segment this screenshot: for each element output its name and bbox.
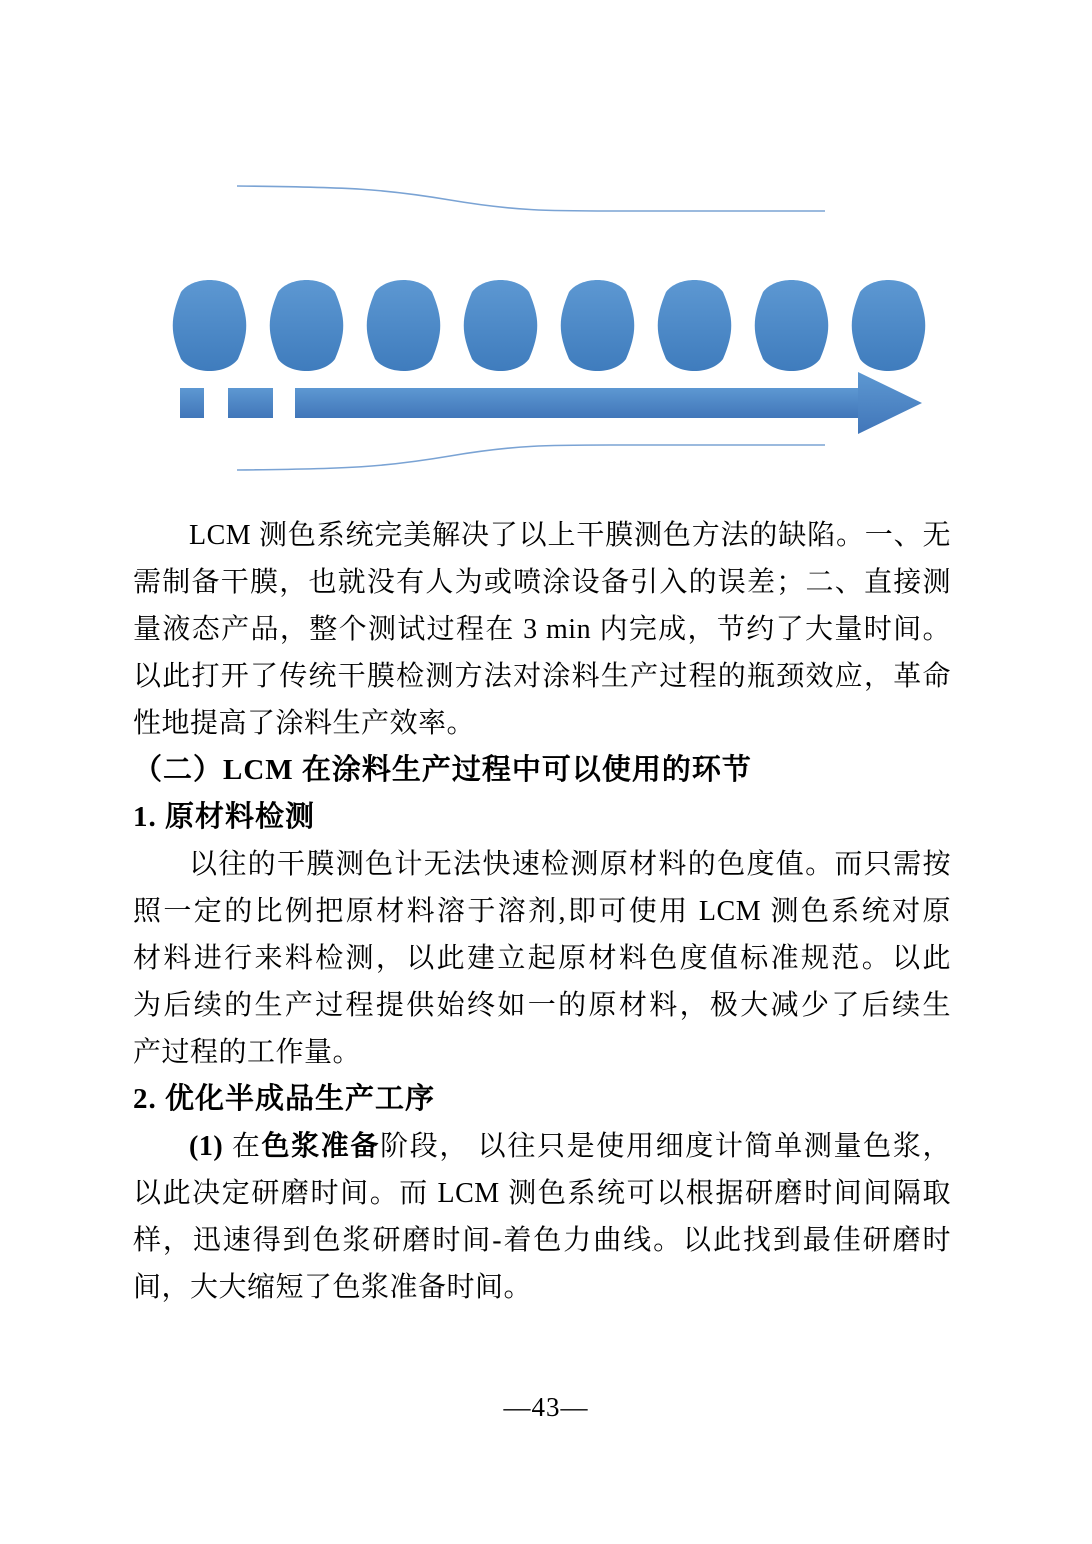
barrel-icon xyxy=(270,280,344,371)
bold-text-segment: (1) xyxy=(189,1131,232,1162)
text-line: 材料进行来料检测，以此建立起原材料色度值标准规范。以此 xyxy=(133,943,951,974)
text-segment: 阶段， 以往只是使用细度计简单测量色浆， xyxy=(380,1131,951,1162)
process-flow-figure xyxy=(130,150,930,495)
section-heading xyxy=(133,794,951,841)
section-heading xyxy=(133,1076,951,1123)
text-line: 以往的干膜测色计无法快速检测原材料的色度值。而只需按 xyxy=(189,849,951,880)
pipe-curve-top-line xyxy=(237,186,825,211)
barrel-icon xyxy=(464,280,538,371)
process-flow-graphic xyxy=(130,150,930,495)
text-line: 以此决定研磨时间。而 LCM 测色系统可以根据研磨时间间隔取 xyxy=(133,1178,951,1209)
barrel-icon xyxy=(173,280,247,371)
text-line: 为后续的生产过程提供始终如一的原材料，极大减少了后续生 xyxy=(133,990,951,1021)
text-line: 样，迅速得到色浆研磨时间-着色力曲线。以此找到最佳研磨时 xyxy=(133,1225,951,1256)
text-line: 以此打开了传统干膜检测方法对涂料生产过程的瓶颈效应，革命 xyxy=(133,661,951,692)
barrel-icon xyxy=(755,280,829,371)
text-line: 需制备干膜，也就没有人为或喷涂设备引入的误差；二、直接测 xyxy=(133,567,951,598)
barrel-icon xyxy=(658,280,732,371)
barrel-icon xyxy=(561,280,635,371)
barrel-row xyxy=(173,280,926,371)
text-line: 1. 原材料检测 xyxy=(133,801,316,833)
text-content xyxy=(133,512,951,1311)
text-line: 量液态产品，整个测试过程在 3 min 内完成，节约了大量时间。 xyxy=(133,614,951,645)
section-heading xyxy=(133,747,951,794)
text-line xyxy=(133,1123,951,1170)
flow-arrow-icon xyxy=(180,372,922,434)
barrel-icon xyxy=(367,280,441,371)
barrel-icon xyxy=(852,280,926,371)
bold-text-segment: 色浆准备 xyxy=(261,1131,381,1162)
text-line: （二）LCM 在涂料生产过程中可以使用的环节 xyxy=(133,754,752,786)
page-number: —43— xyxy=(503,1392,589,1422)
text-line: LCM 测色系统完美解决了以上干膜测色方法的缺陷。一、无 xyxy=(189,520,951,551)
text-segment: 在 xyxy=(231,1131,262,1162)
text-line: 2. 优化半成品生产工序 xyxy=(133,1083,436,1115)
paragraph xyxy=(133,1123,951,1311)
paragraph xyxy=(133,512,951,747)
text-line: 照一定的比例把原材料溶于溶剂,即可使用 LCM 测色系统对原 xyxy=(133,896,951,927)
text-line: 性地提高了涂料生产效率。 xyxy=(133,708,476,739)
paragraph xyxy=(133,841,951,1076)
pipe-curve-bottom-line xyxy=(237,445,825,470)
text-line: 产过程的工作量。 xyxy=(133,1037,362,1068)
text-line: 间，大大缩短了色浆准备时间。 xyxy=(133,1272,533,1303)
